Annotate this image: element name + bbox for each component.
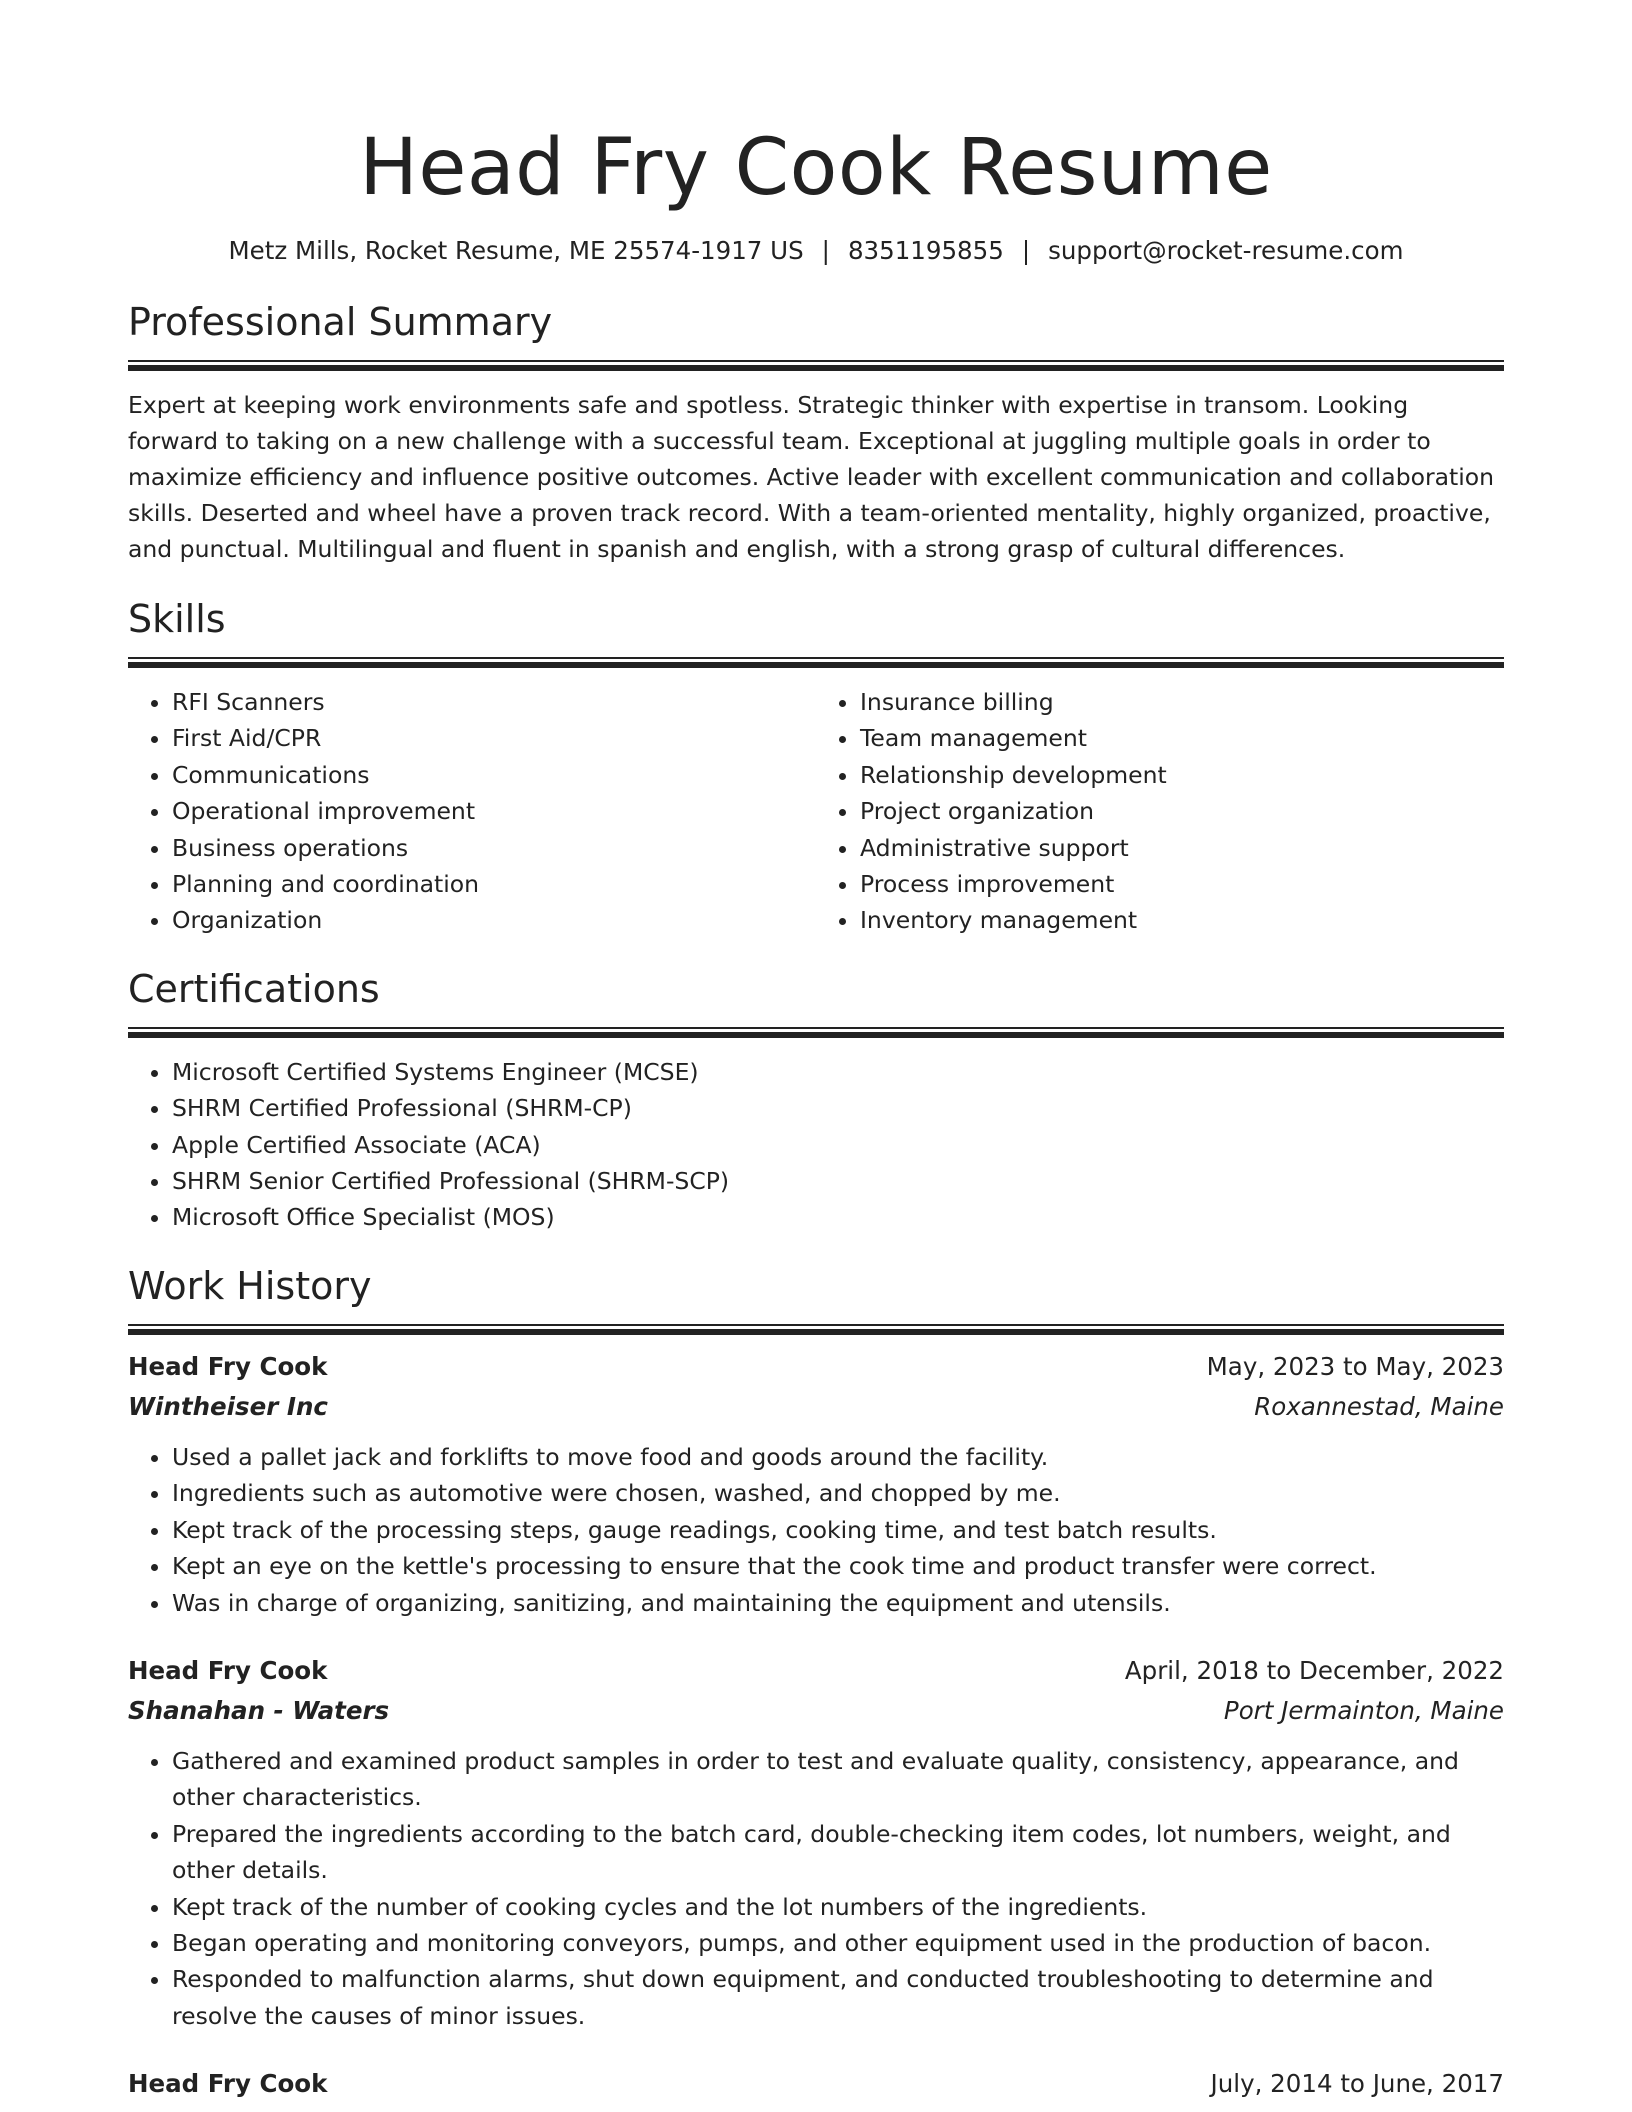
skill-item: • Process improvement: [860, 866, 1504, 902]
skill-item: • Relationship development: [860, 757, 1504, 793]
job-title: Head Fry Cook: [128, 1351, 328, 1381]
skill-item: • Project organization: [860, 793, 1504, 829]
job-bullet: • Responded to malfunction alarms, shut down equipment, and conducted troubleshooting to determine and resolve the causes of minor issues.: [172, 1961, 1504, 2034]
skills-section: [128, 595, 1504, 939]
certification-item: • SHRM Certified Professional (SHRM-CP): [172, 1090, 1504, 1126]
contact-address: Metz Mills, Rocket Resume, ME 25574-1917 US: [228, 236, 804, 265]
job-dates: May, 2023 to May, 2023: [1206, 1351, 1504, 1381]
page-title: Head Fry Cook Resume: [359, 123, 1273, 213]
certifications-list: [128, 1054, 1504, 1236]
certification-item: • Microsoft Certified Systems Engineer (MCSE): [172, 1054, 1504, 1090]
job-bullet: • Began operating and monitoring conveyors, pumps, and other equipment used in the production of bacon.: [172, 1925, 1504, 1961]
job-title: Head Fry Cook: [128, 2069, 328, 2099]
skills-column-left: [128, 684, 816, 939]
skill-item: • Team management: [860, 720, 1504, 756]
skill-item: • Inventory management: [860, 902, 1504, 938]
job-entry: [128, 1651, 1504, 2034]
section-divider: [128, 657, 1504, 668]
job-bullet: • Gathered and examined product samples in order to test and evaluate quality, consistency, appearance, and other characteristics.: [172, 1743, 1504, 1816]
job-company: Shanahan - Waters: [128, 1695, 390, 1725]
contact-line: [128, 234, 1504, 268]
section-divider: [128, 1027, 1504, 1038]
job-dates: July, 2014 to June, 2017: [1210, 2069, 1504, 2099]
certification-item: • SHRM Senior Certified Professional (SHRM-SCP): [172, 1163, 1504, 1199]
section-heading-skills: Skills: [128, 597, 226, 641]
job-bullet: • Prepared the ingredients according to the batch card, double-checking item codes, lot numbers, weight, and other details.: [172, 1816, 1504, 1889]
job-bullets: [128, 1743, 1504, 2034]
job-company: Wintheiser Inc: [128, 1391, 328, 1421]
resume-page: [128, 0, 1504, 2104]
job-bullet: • Kept track of the number of cooking cycles and the lot numbers of the ingredients.: [172, 1889, 1504, 1925]
job-bullet: • Kept an eye on the kettle's processing to ensure that the cook time and product transfer were correct.: [172, 1548, 1504, 1584]
certification-item: • Apple Certified Associate (ACA): [172, 1127, 1504, 1163]
job-location: Port Jermainton, Maine: [1223, 1695, 1504, 1725]
skill-item: • Communications: [172, 757, 816, 793]
job-bullet: • Ingredients such as automotive were chosen, washed, and chopped by me.: [172, 1475, 1504, 1511]
summary-text: Expert at keeping work environments safe and spotless. Strategic thinker with expertise in transom. Looking forward to taking on a new challenge with a successful team. Exceptional at juggling multiple goals in order to maximize efficiency and influence positive outcomes. Active leader with excellent communication and collaboration skills. Deserted and wheel have a proven track record. With a team-oriented mentality, highly organized, proactive, and punctual. Multilingual and fluent in spanish and english, with a strong grasp of cultural differences.: [128, 391, 1495, 563]
skill-item: • Operational improvement: [172, 793, 816, 829]
job-dates: April, 2018 to December, 2022: [1124, 1655, 1504, 1685]
skills-column-right: [816, 684, 1504, 939]
contact-email: support@rocket-resume.com: [1048, 236, 1404, 265]
job-location: Roxannestad, Maine: [1254, 1391, 1504, 1421]
section-heading-certifications: Certifications: [128, 966, 380, 1011]
contact-separator: |: [821, 236, 830, 265]
work-history-section: [128, 1262, 1504, 2104]
section-heading-work-history: Work History: [128, 1263, 372, 1308]
section-heading-summary: Professional Summary: [128, 300, 553, 344]
job-entry: [128, 2064, 1504, 2104]
job-bullet: • Was in charge of organizing, sanitizing, and maintaining the equipment and utensils.: [172, 1585, 1504, 1621]
skill-item: • RFI Scanners: [172, 684, 816, 720]
job-header-row: [128, 2064, 1504, 2104]
section-divider: [128, 1324, 1504, 1335]
certifications-section: [128, 965, 1504, 1236]
job-bullet: • Used a pallet jack and forklifts to move food and goods around the facility.: [172, 1439, 1504, 1475]
skill-item: • First Aid/CPR: [172, 720, 816, 756]
job-header-row: [128, 1347, 1504, 1387]
job-entry: [128, 1347, 1504, 1621]
skill-item: • Business operations: [172, 830, 816, 866]
job-title: Head Fry Cook: [128, 1655, 328, 1685]
contact-separator: |: [1021, 236, 1031, 265]
skill-item: • Insurance billing: [860, 684, 1504, 720]
certification-item: • Microsoft Office Specialist (MOS): [172, 1199, 1504, 1235]
section-divider: [128, 360, 1504, 371]
skill-item: • Planning and coordination: [172, 866, 816, 902]
job-header-row: [128, 1651, 1504, 1691]
summary-section: [128, 298, 1504, 567]
job-bullets: [128, 1439, 1504, 1621]
skill-item: • Administrative support: [860, 830, 1504, 866]
skills-list: [128, 684, 1504, 939]
job-bullet: • Kept track of the processing steps, gauge readings, cooking time, and test batch results.: [172, 1512, 1504, 1548]
job-company-row: [128, 1691, 1504, 1731]
skill-item: • Organization: [172, 902, 816, 938]
job-company-row: [128, 1387, 1504, 1427]
contact-phone: 8351195855: [847, 236, 1004, 265]
